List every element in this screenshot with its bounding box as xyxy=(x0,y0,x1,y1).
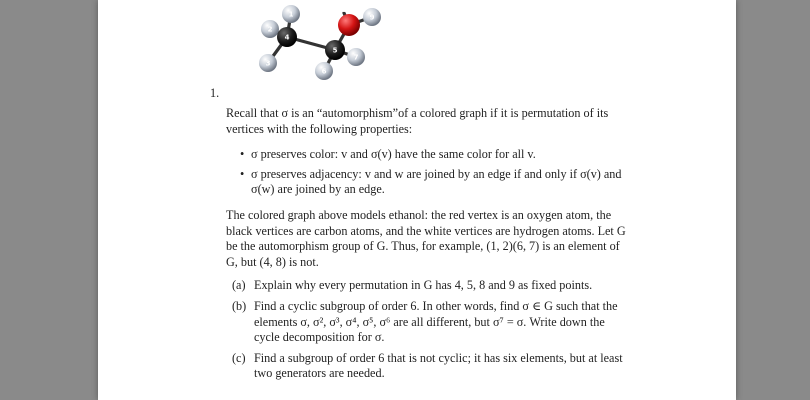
definition-paragraph: Recall that σ is an “automorphism”of a colored graph if it is permutation of its vertices with the following properties: xyxy=(226,106,609,136)
svg-text:3: 3 xyxy=(265,59,271,68)
ethanol-paragraph: The colored graph above models ethanol: the red vertex is an oxygen atom, the black vertices are carbon atoms, and the white vertices are hydrogen atoms. Let G be the automorphism group of G. Thus, for example, (1, 2)(6, 7) is an element of G, but (4, 8) is not. xyxy=(226,207,626,269)
svg-text:4: 4 xyxy=(284,33,290,42)
sub-question: (c) Find a subgroup of order 6 that is not cyclic; it has six elements, but at least two generators are needed. xyxy=(232,350,623,381)
bullet: • xyxy=(240,147,245,162)
atom-h-1 xyxy=(282,5,300,23)
svg-text:1: 1 xyxy=(288,10,294,19)
atom-c-5 xyxy=(325,40,345,60)
atom-h-9 xyxy=(363,8,381,26)
atom-h-3 xyxy=(259,54,277,72)
svg-text:5: 5 xyxy=(332,46,338,55)
sub-question-label: (a) xyxy=(232,278,246,293)
sub-question-list xyxy=(226,278,626,382)
property-item: • σ preserves adjacency: v and w are joined by an edge if and only if σ(v) and σ(w) are joined by an edge. xyxy=(240,166,622,197)
atom-c-4 xyxy=(277,27,297,47)
atom-h-6 xyxy=(315,62,333,80)
question-number: 1. xyxy=(210,86,220,100)
sub-question: (a) Explain why every permutation in G has 4, 5, 8 and 9 as fixed points. xyxy=(232,278,593,293)
question-content xyxy=(210,86,626,387)
sub-question: (b) Find a cyclic subgroup of order 6. In other words, find σ ∈ G such that the elements σ, σ², σ³, σ⁴, σ⁵, σ⁶ are all different, but σ⁷ = σ. Write down the cycle decomposition for σ. xyxy=(232,298,618,345)
sub-question-label: (c) xyxy=(232,350,246,365)
atom-h-2 xyxy=(261,20,279,38)
svg-text:8: 8 xyxy=(341,6,347,14)
svg-text:7: 7 xyxy=(353,53,359,62)
atom-o-8 xyxy=(338,6,360,36)
bullet: • xyxy=(240,166,245,181)
svg-text:9: 9 xyxy=(369,13,375,22)
atom-h-7 xyxy=(347,48,365,66)
property-list xyxy=(226,147,626,198)
sub-question-label: (b) xyxy=(232,298,247,313)
svg-text:2: 2 xyxy=(267,25,273,34)
property-item: • σ preserves color: v and σ(v) have the same color for all v. xyxy=(240,147,536,162)
pdf-page[interactable] xyxy=(98,0,736,400)
ethanol-molecule-figure xyxy=(238,0,393,88)
svg-text:6: 6 xyxy=(321,67,327,76)
